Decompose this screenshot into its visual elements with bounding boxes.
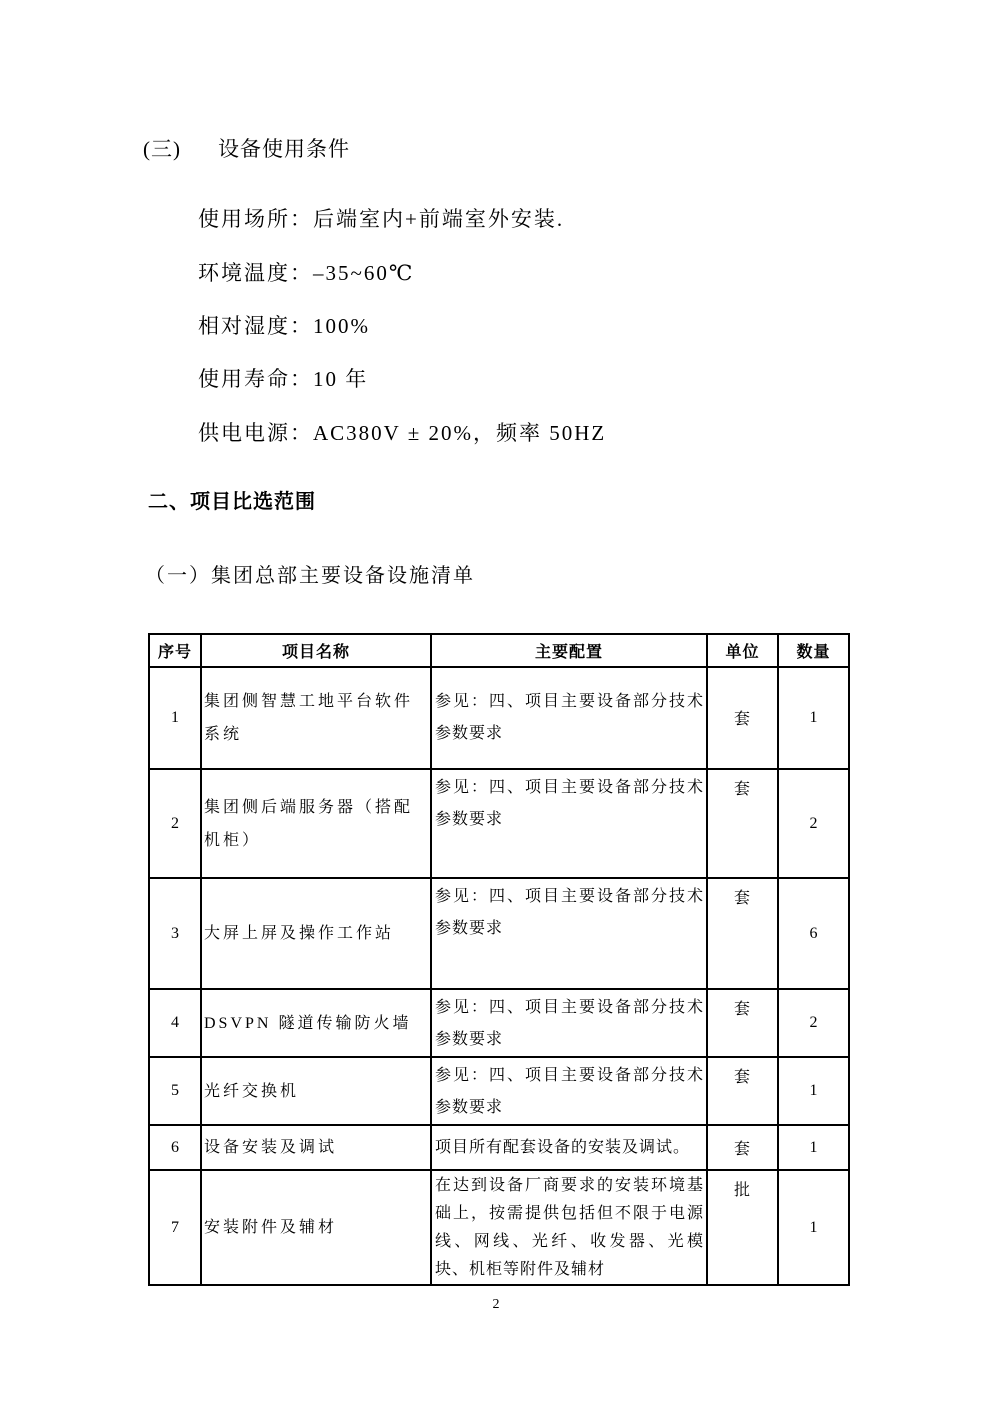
spec-line-service-life: 使用寿命：10 年 [198, 367, 369, 391]
spec-line-ambient-temperature: 环境温度：–35~60℃ [198, 261, 415, 285]
table-header-row [149, 634, 849, 667]
header-quantity: 数量 [778, 634, 849, 667]
cell-item-name: 集团侧智慧工地平台软件系统 [201, 667, 431, 769]
cell-quantity: 2 [778, 769, 849, 878]
cell-quantity: 2 [778, 989, 849, 1057]
cell-main-config: 参见：四、项目主要设备部分技术参数要求 [431, 1057, 707, 1125]
cell-seq: 6 [149, 1125, 201, 1170]
page-number: 2 [492, 1297, 500, 1312]
cell-item-name: 集团侧后端服务器（搭配机柜） [201, 769, 431, 878]
cell-quantity: 1 [778, 1057, 849, 1125]
table-row [149, 1125, 849, 1170]
cell-main-config: 参见：四、项目主要设备部分技术参数要求 [431, 667, 707, 769]
cell-unit: 套 [707, 1057, 778, 1125]
spec-line-relative-humidity: 相对湿度：100% [198, 314, 370, 338]
table-row [149, 769, 849, 878]
cell-seq: 7 [149, 1170, 201, 1285]
table-row [149, 1170, 849, 1285]
cell-main-config: 参见：四、项目主要设备部分技术参数要求 [431, 989, 707, 1057]
cell-unit: 套 [707, 667, 778, 769]
cell-seq: 4 [149, 989, 201, 1057]
cell-item-name: 大屏上屏及操作工作站 [201, 878, 431, 989]
cell-unit: 套 [707, 989, 778, 1057]
subsection-heading-equipment-list: （一）集团总部主要设备设施清单 [145, 565, 475, 587]
header-seq: 序号 [149, 634, 201, 667]
cell-quantity: 1 [778, 667, 849, 769]
cell-seq: 5 [149, 1057, 201, 1125]
cell-main-config: 项目所有配套设备的安装及调试。 [431, 1125, 707, 1170]
cell-item-name: 光纤交换机 [201, 1057, 431, 1125]
cell-main-config: 参见：四、项目主要设备部分技术参数要求 [431, 878, 707, 989]
cell-unit: 套 [707, 1125, 778, 1170]
spec-line-power-supply: 供电电源：AC380V ± 20%，频率 50HZ [198, 421, 607, 445]
section-heading-usage-conditions [143, 133, 350, 163]
cell-quantity: 1 [778, 1125, 849, 1170]
cell-item-name: DSVPN 隧道传输防火墙 [201, 989, 431, 1057]
header-item-name: 项目名称 [201, 634, 431, 667]
cell-unit: 套 [707, 878, 778, 989]
heading-numbering: (三) [143, 137, 181, 161]
table-row [149, 667, 849, 769]
cell-quantity: 1 [778, 1170, 849, 1285]
header-main-config: 主要配置 [431, 634, 707, 667]
section-heading-project-scope: 二、项目比选范围 [148, 491, 316, 513]
cell-unit: 套 [707, 769, 778, 878]
equipment-list-table [148, 633, 850, 1286]
table-row [149, 1057, 849, 1125]
cell-main-config: 在达到设备厂商要求的安装环境基础上，按需提供包括但不限于电源线、网线、光纤、收发器、光模块、机柜等附件及辅材 [431, 1170, 707, 1285]
header-unit: 单位 [707, 634, 778, 667]
cell-quantity: 6 [778, 878, 849, 989]
table-row [149, 878, 849, 989]
cell-seq: 1 [149, 667, 201, 769]
cell-seq: 2 [149, 769, 201, 878]
table-row [149, 989, 849, 1057]
cell-item-name: 设备安装及调试 [201, 1125, 431, 1170]
cell-main-config: 参见：四、项目主要设备部分技术参数要求 [431, 769, 707, 878]
cell-seq: 3 [149, 878, 201, 989]
cell-unit: 批 [707, 1170, 778, 1285]
heading-title: 设备使用条件 [218, 137, 350, 161]
cell-item-name: 安装附件及辅材 [201, 1170, 431, 1285]
spec-line-usage-place: 使用场所：后端室内+前端室外安装. [198, 207, 565, 231]
